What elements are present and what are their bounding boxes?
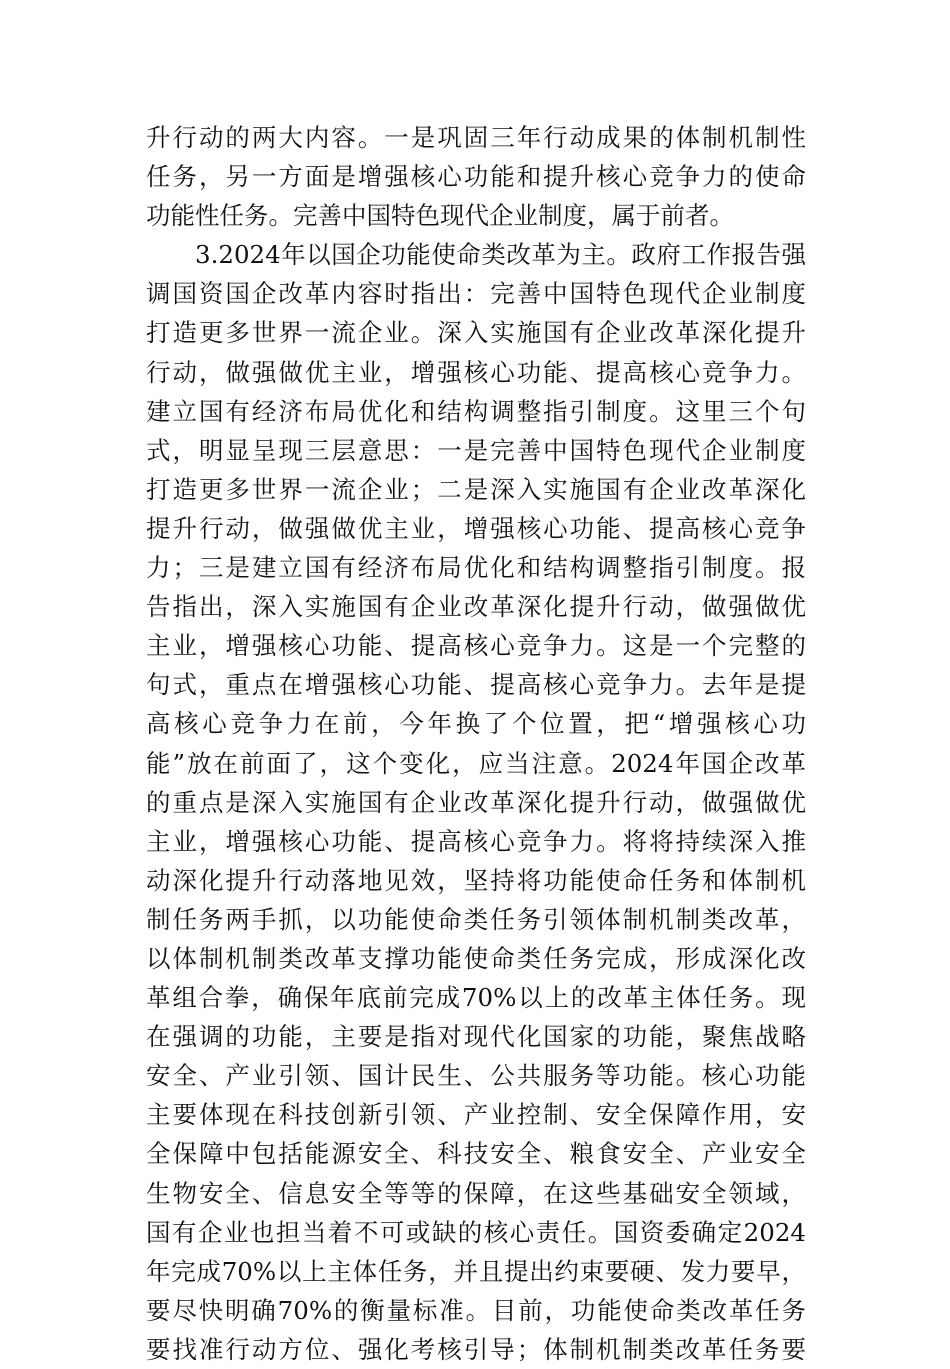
- text-line: 安全、产业引领、国计民生、公共服务等功能。核心功能: [146, 1061, 806, 1091]
- text-line: 句式，重点在增强核心功能、提高核心竞争力。去年是提: [146, 670, 806, 700]
- text-line: 要找准行动方位、强化考核引导；体制机制类改革任务要: [146, 1334, 806, 1364]
- text-line: 的重点是深入实施国有企业改革深化提升行动，做强做优: [146, 787, 806, 817]
- text-line: 式，明显呈现三层意思：一是完善中国特色现代企业制度: [146, 435, 806, 465]
- text-line: 建立国有经济布局优化和结构调整指引制度。这里三个句: [146, 396, 806, 426]
- text-line: 主业，增强核心功能、提高核心竞争力。这是一个完整的: [146, 631, 806, 661]
- text-line: 任务，另一方面是增强核心功能和提升核心竞争力的使命: [146, 162, 806, 192]
- text-line: 功能性任务。完善中国特色现代企业制度，属于前者。: [146, 201, 734, 231]
- text-line: 告指出，深入实施国有企业改革深化提升行动，做强做优: [146, 592, 806, 622]
- text-line: 以体制机制类改革支撑功能使命类任务完成，形成深化改: [146, 943, 806, 973]
- text-line: 能”放在前面了，这个变化，应当注意。2024年国企改革: [146, 748, 806, 778]
- text-line: 打造更多世界一流企业。深入实施国有企业改革深化提升: [146, 318, 806, 348]
- text-line: 提升行动，做强做优主业，增强核心功能、提高核心竞争: [146, 513, 806, 543]
- text-line: 在强调的功能，主要是指对现代化国家的功能，聚焦战略: [146, 1022, 806, 1052]
- text-line: 革组合拳，确保年底前完成70%以上的改革主体任务。现: [146, 983, 806, 1013]
- text-line: 制任务两手抓，以功能使命类任务引领体制机制类改革，: [146, 904, 806, 934]
- text-line: 升行动的两大内容。一是巩固三年行动成果的体制机制性: [146, 123, 806, 152]
- text-line: 主要体现在科技创新引领、产业控制、安全保障作用，安: [146, 1100, 806, 1130]
- document-body: [146, 118, 806, 1369]
- text-line: 调国资国企改革内容时指出：完善中国特色现代企业制度: [146, 279, 806, 309]
- text-line: 年完成70%以上主体任务，并且提出约束要硬、发力要早，: [146, 1256, 806, 1286]
- text-line: 生物安全、信息安全等等的保障，在这些基础安全领域，: [146, 1178, 806, 1208]
- text-line: 高核心竞争力在前，今年换了个位置，把“增强核心功: [146, 709, 806, 739]
- text-line: 动深化提升行动落地见效，坚持将功能使命任务和体制机: [146, 865, 806, 895]
- paragraph-2: [146, 235, 806, 1369]
- text-line: 要尽快明确70%的衡量标准。目前，功能使命类改革任务: [146, 1295, 806, 1325]
- text-line: 主业，增强核心功能、提高核心竞争力。将将持续深入推: [146, 826, 806, 856]
- text-line: 力；三是建立国有经济布局优化和结构调整指引制度。报: [146, 553, 806, 583]
- text-line: 国有企业也担当着不可或缺的核心责任。国资委确定2024: [146, 1217, 806, 1247]
- paragraph-1: [146, 118, 806, 235]
- text-line: 行动，做强做优主业，增强核心功能、提高核心竞争力。: [146, 357, 806, 387]
- text-line: 打造更多世界一流企业；二是深入实施国有企业改革深化: [146, 474, 806, 504]
- text-line: 3.2024年以国企功能使命类改革为主。政府工作报告强: [195, 240, 806, 270]
- text-line: 全保障中包括能源安全、科技安全、粮食安全、产业安全: [146, 1139, 806, 1169]
